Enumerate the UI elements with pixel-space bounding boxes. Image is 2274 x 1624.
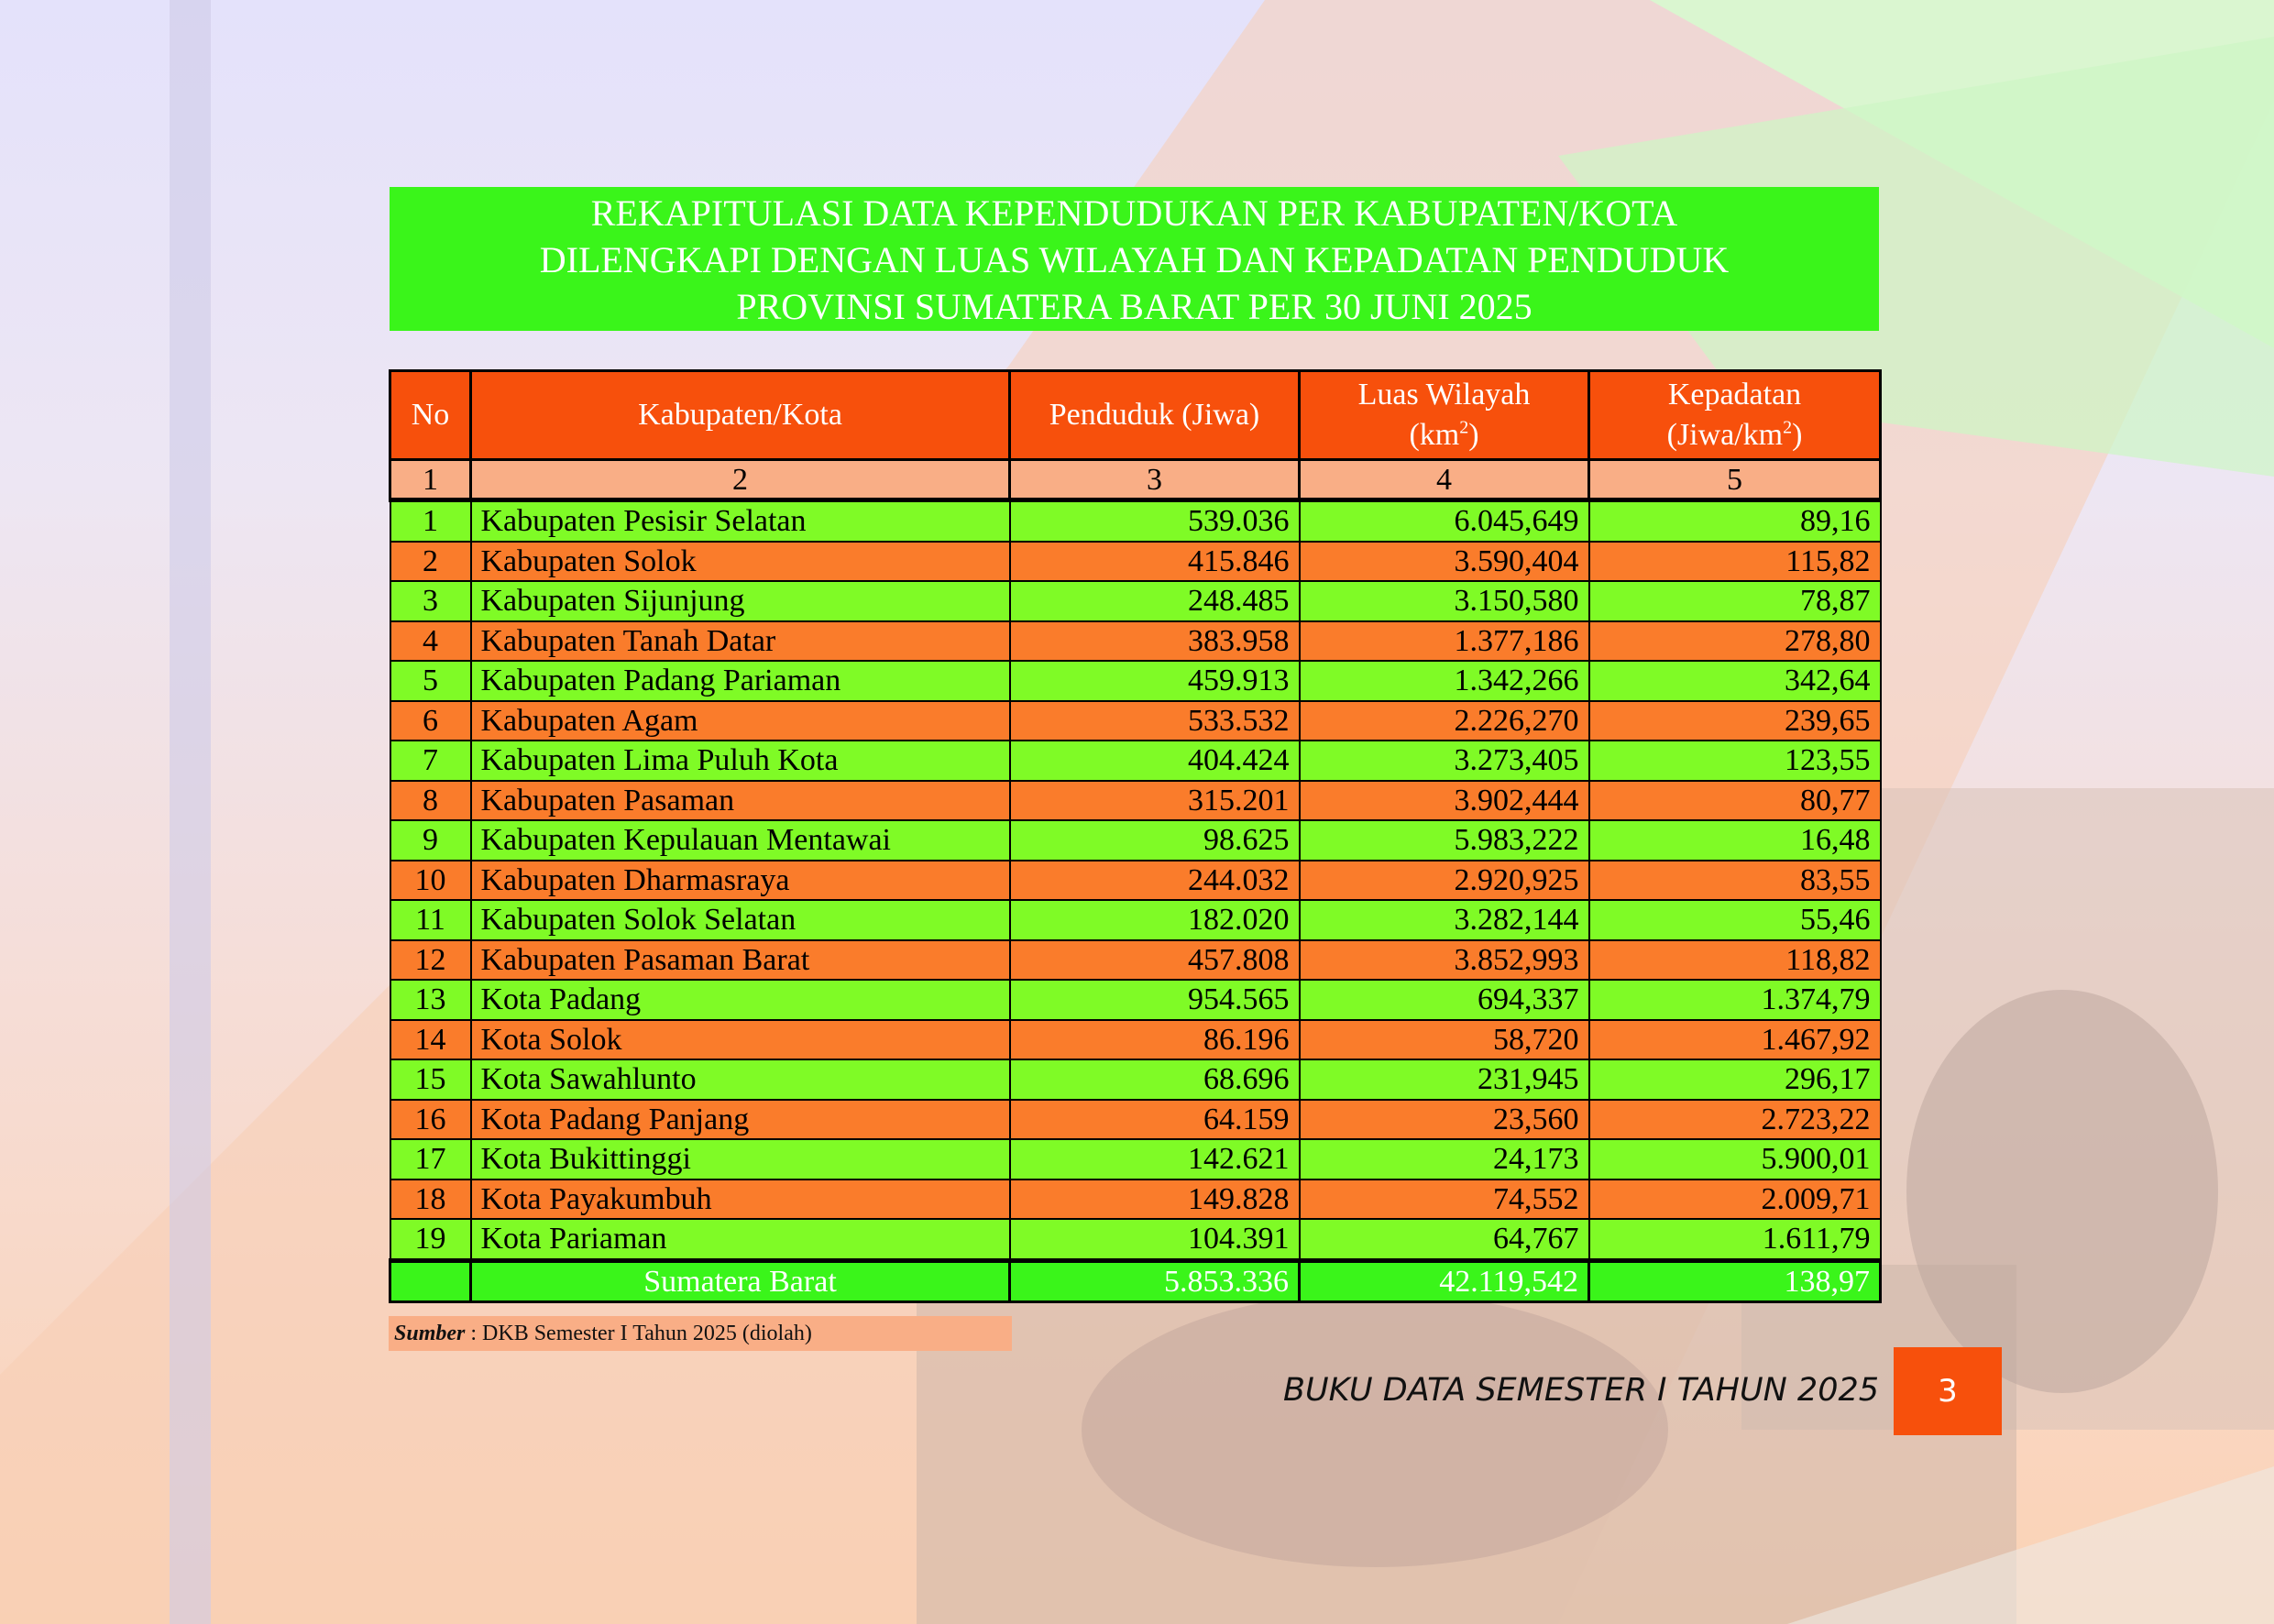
row-population: 457.808 [1010, 940, 1300, 981]
source-label: Sumber [394, 1322, 466, 1345]
row-area: 3.150,580 [1300, 581, 1589, 621]
table-row [390, 621, 1881, 662]
column-number: 3 [1010, 460, 1300, 500]
row-name: Kota Payakumbuh [471, 1180, 1010, 1220]
row-population: 142.621 [1010, 1139, 1300, 1180]
source-note [389, 1316, 1012, 1351]
column-number-row [390, 460, 1881, 500]
column-number: 4 [1300, 460, 1589, 500]
row-name: Kota Pariaman [471, 1219, 1010, 1260]
row-population: 383.958 [1010, 621, 1300, 662]
row-name: Kabupaten Padang Pariaman [471, 661, 1010, 701]
row-population: 248.485 [1010, 581, 1300, 621]
row-name: Kota Solok [471, 1020, 1010, 1060]
row-no: 6 [390, 701, 471, 741]
total-no [390, 1260, 471, 1302]
report-title [390, 187, 1879, 331]
table-row [390, 1219, 1881, 1260]
header-area [1300, 371, 1589, 460]
row-population: 86.196 [1010, 1020, 1300, 1060]
row-no: 10 [390, 861, 471, 901]
table-row [390, 661, 1881, 701]
row-density: 55,46 [1589, 900, 1881, 940]
row-area: 6.045,649 [1300, 500, 1589, 542]
row-no: 1 [390, 500, 471, 542]
row-name: Kabupaten Solok [471, 542, 1010, 582]
total-name: Sumatera Barat [471, 1260, 1010, 1302]
row-no: 8 [390, 781, 471, 821]
title-line-1: REKAPITULASI DATA KEPENDUDUKAN PER KABUPATEN/KOTA [590, 192, 1678, 234]
book-title: BUKU DATA SEMESTER I TAHUN 2025 [1283, 1372, 1879, 1409]
row-density: 16,48 [1589, 820, 1881, 861]
row-population: 104.391 [1010, 1219, 1300, 1260]
table-row [390, 741, 1881, 781]
row-population: 539.036 [1010, 500, 1300, 542]
row-name: Kabupaten Kepulauan Mentawai [471, 820, 1010, 861]
row-name: Kabupaten Pesisir Selatan [471, 500, 1010, 542]
header-area-line1: Luas Wilayah [1357, 378, 1531, 411]
table-row [390, 781, 1881, 821]
row-name: Kota Padang [471, 980, 1010, 1020]
row-name: Kabupaten Pasaman [471, 781, 1010, 821]
source-text: : DKB Semester I Tahun 2025 (diolah) [465, 1322, 812, 1345]
header-area-unit-pre: (km [1409, 418, 1460, 452]
table-row [390, 1139, 1881, 1180]
total-density: 138,97 [1589, 1260, 1881, 1302]
row-area: 5.983,222 [1300, 820, 1589, 861]
row-area: 1.342,266 [1300, 661, 1589, 701]
row-name: Kabupaten Agam [471, 701, 1010, 741]
row-population: 244.032 [1010, 861, 1300, 901]
row-population: 415.846 [1010, 542, 1300, 582]
row-area: 23,560 [1300, 1100, 1589, 1140]
row-density: 1.467,92 [1589, 1020, 1881, 1060]
row-name: Kota Bukittinggi [471, 1139, 1010, 1180]
row-density: 89,16 [1589, 500, 1881, 542]
row-population: 68.696 [1010, 1059, 1300, 1100]
table-row [390, 581, 1881, 621]
table-row [390, 900, 1881, 940]
header-no: No [390, 371, 471, 460]
row-population: 404.424 [1010, 741, 1300, 781]
table-row [390, 1100, 1881, 1140]
row-population: 182.020 [1010, 900, 1300, 940]
row-density: 342,64 [1589, 661, 1881, 701]
table-row [390, 1180, 1881, 1220]
row-area: 2.920,925 [1300, 861, 1589, 901]
row-name: Kabupaten Solok Selatan [471, 900, 1010, 940]
row-no: 5 [390, 661, 471, 701]
row-name: Kota Sawahlunto [471, 1059, 1010, 1100]
row-density: 83,55 [1589, 861, 1881, 901]
table-row [390, 820, 1881, 861]
row-density: 239,65 [1589, 701, 1881, 741]
row-no: 2 [390, 542, 471, 582]
row-area: 694,337 [1300, 980, 1589, 1020]
page-number: 3 [1894, 1347, 2002, 1435]
row-no: 17 [390, 1139, 471, 1180]
header-density-line1: Kepadatan [1667, 378, 1802, 411]
row-area: 58,720 [1300, 1020, 1589, 1060]
row-density: 2.009,71 [1589, 1180, 1881, 1220]
title-line-2: DILENGKAPI DENGAN LUAS WILAYAH DAN KEPADATAN PENDUDUK [539, 239, 1730, 280]
row-area: 74,552 [1300, 1180, 1589, 1220]
row-population: 954.565 [1010, 980, 1300, 1020]
row-population: 149.828 [1010, 1180, 1300, 1220]
total-row [390, 1260, 1881, 1302]
row-area: 2.226,270 [1300, 701, 1589, 741]
row-area: 3.282,144 [1300, 900, 1589, 940]
row-no: 15 [390, 1059, 471, 1100]
table-row [390, 500, 1881, 542]
row-area: 3.852,993 [1300, 940, 1589, 981]
column-number: 2 [471, 460, 1010, 500]
header-density-unit-sup: 2 [1783, 417, 1793, 438]
table-row [390, 542, 1881, 582]
row-no: 9 [390, 820, 471, 861]
row-density: 296,17 [1589, 1059, 1881, 1100]
row-density: 5.900,01 [1589, 1139, 1881, 1180]
header-row [390, 371, 1881, 460]
row-population: 533.532 [1010, 701, 1300, 741]
total-population: 5.853.336 [1010, 1260, 1300, 1302]
row-area: 24,173 [1300, 1139, 1589, 1180]
total-area: 42.119,542 [1300, 1260, 1589, 1302]
row-area: 3.273,405 [1300, 741, 1589, 781]
row-area: 64,767 [1300, 1219, 1589, 1260]
row-density: 80,77 [1589, 781, 1881, 821]
row-population: 98.625 [1010, 820, 1300, 861]
header-density-unit-post: ) [1792, 418, 1803, 452]
row-density: 2.723,22 [1589, 1100, 1881, 1140]
header-name: Kabupaten/Kota [471, 371, 1010, 460]
row-density: 1.374,79 [1589, 980, 1881, 1020]
table-row [390, 980, 1881, 1020]
row-density: 123,55 [1589, 741, 1881, 781]
row-name: Kabupaten Lima Puluh Kota [471, 741, 1010, 781]
table-row [390, 940, 1881, 981]
row-no: 4 [390, 621, 471, 662]
row-population: 64.159 [1010, 1100, 1300, 1140]
row-area: 3.590,404 [1300, 542, 1589, 582]
table-row [390, 701, 1881, 741]
row-no: 19 [390, 1219, 471, 1260]
row-name: Kabupaten Pasaman Barat [471, 940, 1010, 981]
row-density: 78,87 [1589, 581, 1881, 621]
row-density: 115,82 [1589, 542, 1881, 582]
row-area: 1.377,186 [1300, 621, 1589, 662]
header-area-unit-post: ) [1468, 418, 1479, 452]
row-density: 118,82 [1589, 940, 1881, 981]
row-no: 18 [390, 1180, 471, 1220]
row-no: 7 [390, 741, 471, 781]
row-population: 459.913 [1010, 661, 1300, 701]
row-no: 12 [390, 940, 471, 981]
table-row [390, 861, 1881, 901]
title-line-3: PROVINSI SUMATERA BARAT PER 30 JUNI 2025 [736, 286, 1532, 327]
row-density: 1.611,79 [1589, 1219, 1881, 1260]
header-area-unit-sup: 2 [1459, 417, 1469, 438]
row-no: 16 [390, 1100, 471, 1140]
column-number: 1 [390, 460, 471, 500]
row-area: 3.902,444 [1300, 781, 1589, 821]
row-no: 11 [390, 900, 471, 940]
row-density: 278,80 [1589, 621, 1881, 662]
table-row [390, 1020, 1881, 1060]
column-number: 5 [1589, 460, 1881, 500]
row-name: Kabupaten Dharmasraya [471, 861, 1010, 901]
population-table [389, 369, 1882, 1303]
header-population: Penduduk (Jiwa) [1010, 371, 1300, 460]
row-no: 13 [390, 980, 471, 1020]
row-name: Kota Padang Panjang [471, 1100, 1010, 1140]
header-density-unit-pre: (Jiwa/km [1666, 418, 1784, 452]
row-name: Kabupaten Sijunjung [471, 581, 1010, 621]
table-row [390, 1059, 1881, 1100]
row-area: 231,945 [1300, 1059, 1589, 1100]
row-population: 315.201 [1010, 781, 1300, 821]
row-name: Kabupaten Tanah Datar [471, 621, 1010, 662]
row-no: 3 [390, 581, 471, 621]
row-no: 14 [390, 1020, 471, 1060]
header-density [1589, 371, 1881, 460]
